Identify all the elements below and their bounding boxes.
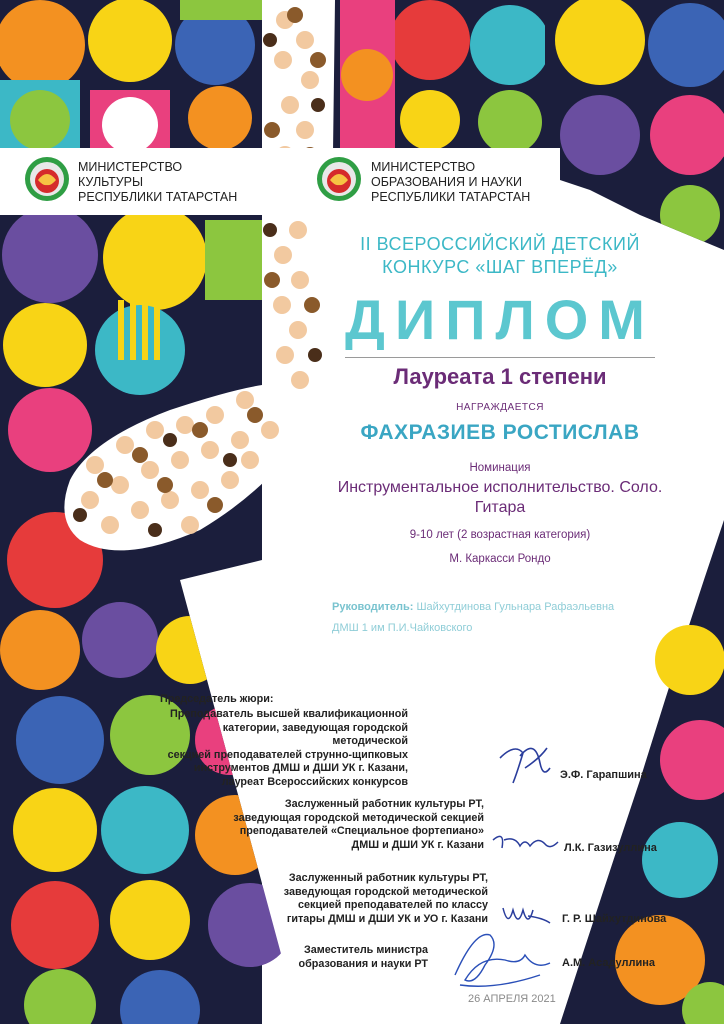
signature-4	[445, 925, 555, 995]
top-right-pattern	[545, 0, 724, 260]
age-category: 9-10 лет (2 возрастная категория)	[409, 529, 591, 541]
school-name: ДМШ 1 им П.И.Чайковского	[332, 622, 473, 634]
leader-line	[332, 601, 614, 613]
ministry-culture-name: МИНИСТЕРСТВО КУЛЬТУРЫ РЕСПУБЛИКИ ТАТАРСТАН	[78, 160, 238, 204]
award-date: 26 АПРЕЛЯ 2021	[468, 993, 556, 1005]
diploma-title: ДИПЛОМ	[345, 288, 655, 351]
laureate-degree: Лауреата 1 степени	[393, 364, 607, 389]
jury-chair-label: Председатель жюри:	[160, 693, 274, 705]
jury-member-3-title: Заслуженный работник культуры РТ, заведующая городской методической секцией преподавателей по классу гитары ДМШ и ДШИ УК и УО г. Казани	[283, 872, 488, 925]
tatarstan-emblem-icon	[24, 156, 70, 202]
nomination-line-2: Гитара	[474, 499, 526, 516]
nomination-label: Номинация	[469, 462, 531, 474]
tatarstan-emblem-icon	[316, 156, 362, 202]
leader-name: Шайхутдинова Гульнара Рафаэльевна	[416, 601, 615, 613]
jury-member-1-title: Преподаватель высшей квалификационной категории, заведующая городской методической секцией преподавателей струнно-щипковых инструментов ДМШ и ДШИ УК г. Казани, лауреат Всероссийских конкурсов	[167, 708, 408, 788]
awarded-label: НАГРАЖДАЕТСЯ	[456, 402, 544, 413]
signature-2	[490, 828, 560, 858]
jury-member-4-name: А.М. Асадуллина	[562, 957, 656, 969]
performed-piece: М. Каркасси Рондо	[449, 553, 551, 565]
leader-label: Руководитель:	[332, 601, 414, 613]
jury-member-2-name: Л.К. Газизуллина	[564, 842, 657, 854]
title-divider	[345, 357, 655, 358]
ministry-education-name: МИНИСТЕРСТВО ОБРАЗОВАНИЯ И НАУКИ РЕСПУБЛИКИ ТАТАРСТАН	[371, 160, 531, 204]
contest-title: II ВСЕРОССИЙСКИЙ ДЕТСКИЙ КОНКУРС «ШАГ ВПЕРЁД»	[360, 234, 640, 277]
jury-member-1-name: Э.Ф. Гарапшина	[560, 769, 647, 781]
jury-member-3-name: Г. Р. Шайхутдинова	[562, 913, 667, 925]
jury-member-2-title: Заслуженный работник культуры РТ, заведующая городской методической секцией преподавателей «Специальное фортепиано» ДМШ и ДШИ УК г. Казани	[233, 798, 484, 851]
nomination-line-1: Инструментальное исполнительство. Соло.	[337, 479, 663, 496]
signature-1	[495, 738, 555, 788]
recipient-name: ФАХРАЗИЕВ РОСТИСЛАВ	[360, 421, 640, 444]
jury-member-4-title: Заместитель министра образования и науки РТ	[298, 944, 428, 970]
